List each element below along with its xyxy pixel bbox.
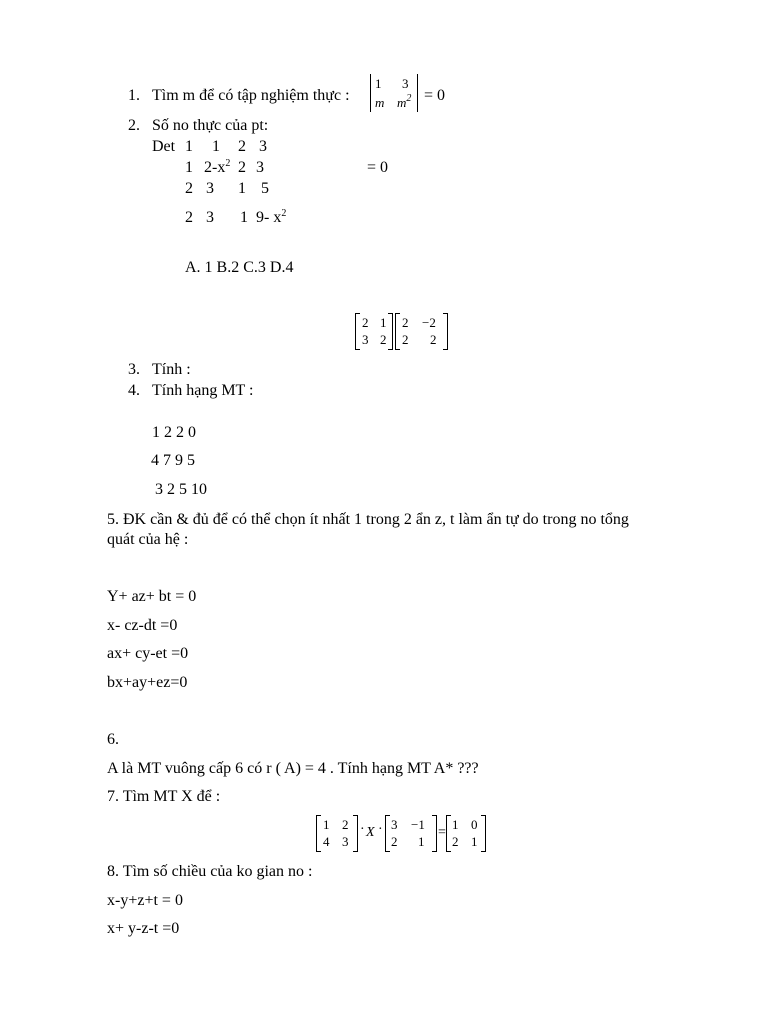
q2-cell: 2 [185, 209, 193, 226]
q1-number: 1. [128, 87, 140, 104]
q7-matrix-a [316, 815, 358, 852]
q2-cell: 3 [206, 180, 214, 197]
det-bar-right [417, 74, 418, 112]
q2-cell: 1 [185, 138, 193, 155]
q2-cell-exp: $2-x^2$ [204, 158, 231, 176]
q7-matrix-c [446, 815, 486, 852]
q6-text: A là MT vuông cấp 6 có r ( A) = 4 . Tính hạng MT A* ??? [107, 760, 479, 777]
q1-cell: m [375, 95, 385, 110]
q2-rhs: = 0 [367, 159, 389, 176]
q8-equation: x+ y-z-t =0 [107, 920, 180, 937]
q7-b-cell: 3 [391, 817, 398, 832]
q4-matrix-row: 1 2 2 0 [152, 424, 196, 441]
q5-equation: x- cz-dt =0 [107, 617, 178, 634]
q7-a-cell: 1 [323, 817, 330, 832]
q7-a-cell: 2 [342, 817, 349, 832]
q3-matrix-b [395, 313, 448, 350]
q7-text: 7. Tìm MT X để : [107, 788, 221, 805]
q7-a-cell: 4 [323, 834, 330, 849]
q3-number: 3. [128, 361, 140, 378]
q3-b-cell: −2 [422, 315, 436, 330]
q3-matrix-a [355, 313, 393, 350]
q1-rhs: = 0 [424, 87, 446, 104]
q3-b-cell: 2 [430, 332, 437, 347]
q5-equation: bx+ay+ez=0 [107, 674, 188, 691]
q7-b-cell: 1 [418, 834, 425, 849]
q4-number: 4. [128, 382, 140, 399]
q7-b-cell: 2 [391, 834, 398, 849]
q7-dot: · [378, 822, 383, 837]
q2-text: Số no thực của pt: [152, 117, 269, 134]
q2-cell: 1 [240, 209, 248, 226]
q7-a-cell: 3 [342, 834, 349, 849]
q7-c-cell: 0 [471, 817, 478, 832]
q4-text: Tính hạng MT : [152, 382, 254, 399]
q5-text-line1: 5. ĐK cần & đủ để có thể chọn ít nhất 1 trong 2 ẩn z, t làm ẩn tự do trong no tổng [107, 511, 629, 528]
q2-cell: 2 [238, 159, 246, 176]
q8-equation: x-y+z+t = 0 [107, 892, 183, 909]
q2-cell: 3 [259, 138, 267, 155]
q2-det-label: Det [152, 138, 176, 155]
q2-cell: 3 [256, 159, 264, 176]
det-bar-left [370, 74, 371, 112]
q3-a-cell: 1 [380, 315, 387, 330]
q2-cell: 1 [212, 138, 220, 155]
q3-a-cell: 2 [362, 315, 369, 330]
q5-equation: Y+ az+ bt = 0 [107, 588, 197, 605]
q2-cell: 5 [261, 180, 269, 197]
q3-b-cell: 2 [402, 332, 409, 347]
q2-options: A. 1 B.2 C.3 D.4 [185, 259, 294, 276]
q7-equals: = [438, 825, 446, 840]
q3-text: Tính : [152, 361, 191, 378]
q2-number: 2. [128, 117, 140, 134]
q2-cell: 2 [238, 138, 246, 155]
q1-text: Tìm m để có tập nghiệm thực : [152, 87, 350, 104]
q5-text-line2: quát của hệ : [107, 531, 189, 548]
q4-matrix-row: 3 2 5 10 [155, 481, 207, 498]
q2-cell: 1 [238, 180, 246, 197]
q7-b-cell: −1 [411, 817, 425, 832]
q7-x: X [366, 825, 375, 840]
q1-cell: 1 [375, 76, 382, 91]
q2-cell: 1 [185, 159, 193, 176]
q8-text: 8. Tìm số chiều của ko gian no : [107, 863, 313, 880]
q7-c-cell: 2 [452, 834, 459, 849]
q7-dot: · [360, 822, 365, 837]
q2-cell: 2 [185, 180, 193, 197]
q3-a-cell: 3 [362, 332, 369, 347]
q1-cell-exp: $m^2$ [397, 93, 412, 110]
q3-a-cell: 2 [380, 332, 387, 347]
q2-cell: 3 [206, 209, 214, 226]
q3-b-cell: 2 [402, 315, 409, 330]
q1-cell: 3 [402, 76, 409, 91]
q4-matrix-row: 4 7 9 5 [151, 452, 195, 469]
q7-matrix-b [385, 815, 437, 852]
q2-cell-exp: 9- $x^2$ [256, 208, 287, 226]
q6-number: 6. [107, 731, 119, 748]
q7-c-cell: 1 [452, 817, 459, 832]
q7-c-cell: 1 [471, 834, 478, 849]
q5-equation: ax+ cy-et =0 [107, 645, 189, 662]
q1-determinant [370, 74, 418, 112]
